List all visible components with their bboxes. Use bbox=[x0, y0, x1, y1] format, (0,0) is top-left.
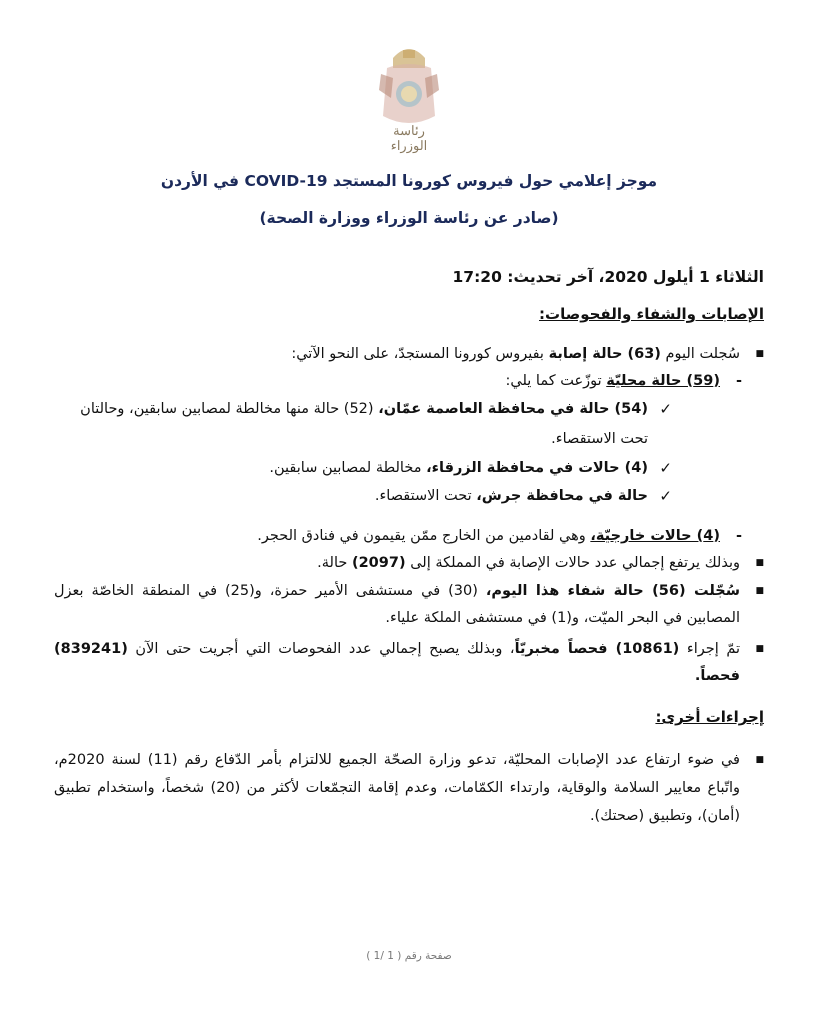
title-line-2: (صادر عن رئاسة الوزراء ووزارة الصحة) bbox=[259, 209, 559, 227]
dash-marker: - bbox=[735, 373, 742, 389]
square-bullet-icon: ■ bbox=[755, 755, 764, 765]
square-bullet-icon: ■ bbox=[755, 558, 764, 568]
square-bullet-icon: ■ bbox=[755, 644, 764, 654]
dateline: الثلاثاء 1 أيلول 2020، آخر تحديث: 17:20 bbox=[452, 268, 764, 286]
check-icon: ✓ bbox=[659, 459, 672, 477]
list-item: - (4) حالات خارجيّة، وهي لقادمين من الخارج ممّن يقيمون في فنادق الحجر. bbox=[54, 524, 764, 548]
dash-marker: - bbox=[735, 528, 742, 544]
check-icon: ✓ bbox=[659, 400, 672, 418]
section-heading-other-measures: إجراءات أخرى: bbox=[655, 708, 764, 726]
list-item: ■ وبذلك يرتفع إجمالي عدد حالات الإصابة في المملكة إلى (2097) حالة. bbox=[54, 551, 764, 575]
check-icon: ✓ bbox=[659, 487, 672, 505]
section-heading-cases: الإصابات والشفاء والفحوصات: bbox=[539, 305, 764, 323]
square-bullet-icon: ■ bbox=[755, 349, 764, 359]
logo-caption: رئاسة الوزراء bbox=[390, 124, 428, 154]
list-item: ■ سُجلت اليوم (63) حالة إصابة بفيروس كورونا المستجدّ، على النحو الآتي: bbox=[54, 342, 764, 366]
page-number: صفحة رقم ( 1 /1 ) bbox=[366, 950, 452, 962]
list-item: ■ سُجّلت (56) حالة شفاء هذا اليوم، (30) في مستشفى الأمير حمزة، و(25) في المنطقة الخاصّة بعزل المصابين في البحر الميّت، و(1) في مستشفى الملكة علياء. bbox=[54, 578, 764, 632]
list-item: - (59) حالة محليّة توزّعت كما يلي: bbox=[54, 369, 764, 393]
title-line-1: موجز إعلامي حول فيروس كورونا المستجد COVID-19 في الأردن bbox=[160, 172, 658, 190]
list-item: ■ في ضوء ارتفاع عدد الإصابات المحليّة، تدعو وزارة الصحّة الجميع للالتزام بأمر الدّفاع رقم (11) لسنة 2020م، واتّباع معايير السلامة والوقاية، وارتداء الكمّامات، وعدم إقامة التجمّعات لأكثر من (20) شخصاً، واستخدام تطبيق (أمان)، وتطبيق (صحتك). bbox=[54, 746, 764, 830]
list-item: ■ تمّ إجراء (10861) فحصاً مخبريّاً، وبذلك يصبح إجمالي عدد الفحوصات التي أجريت حتى الآن (839241) فحصاً. bbox=[54, 636, 764, 690]
list-item-continuation: تحت الاستقصاء. bbox=[551, 431, 648, 447]
list-item: ✓ (54) حالة في محافظة العاصمة عمّان، (52) حالة منها مخالطة لمصابين سابقين، وحالتان bbox=[54, 397, 764, 421]
list-item: ✓ حالة في محافظة جرش، تحت الاستقصاء. bbox=[54, 484, 764, 508]
square-bullet-icon: ■ bbox=[755, 586, 764, 596]
list-item: ✓ (4) حالات في محافظة الزرقاء، مخالطة لمصابين سابقين. bbox=[54, 456, 764, 480]
